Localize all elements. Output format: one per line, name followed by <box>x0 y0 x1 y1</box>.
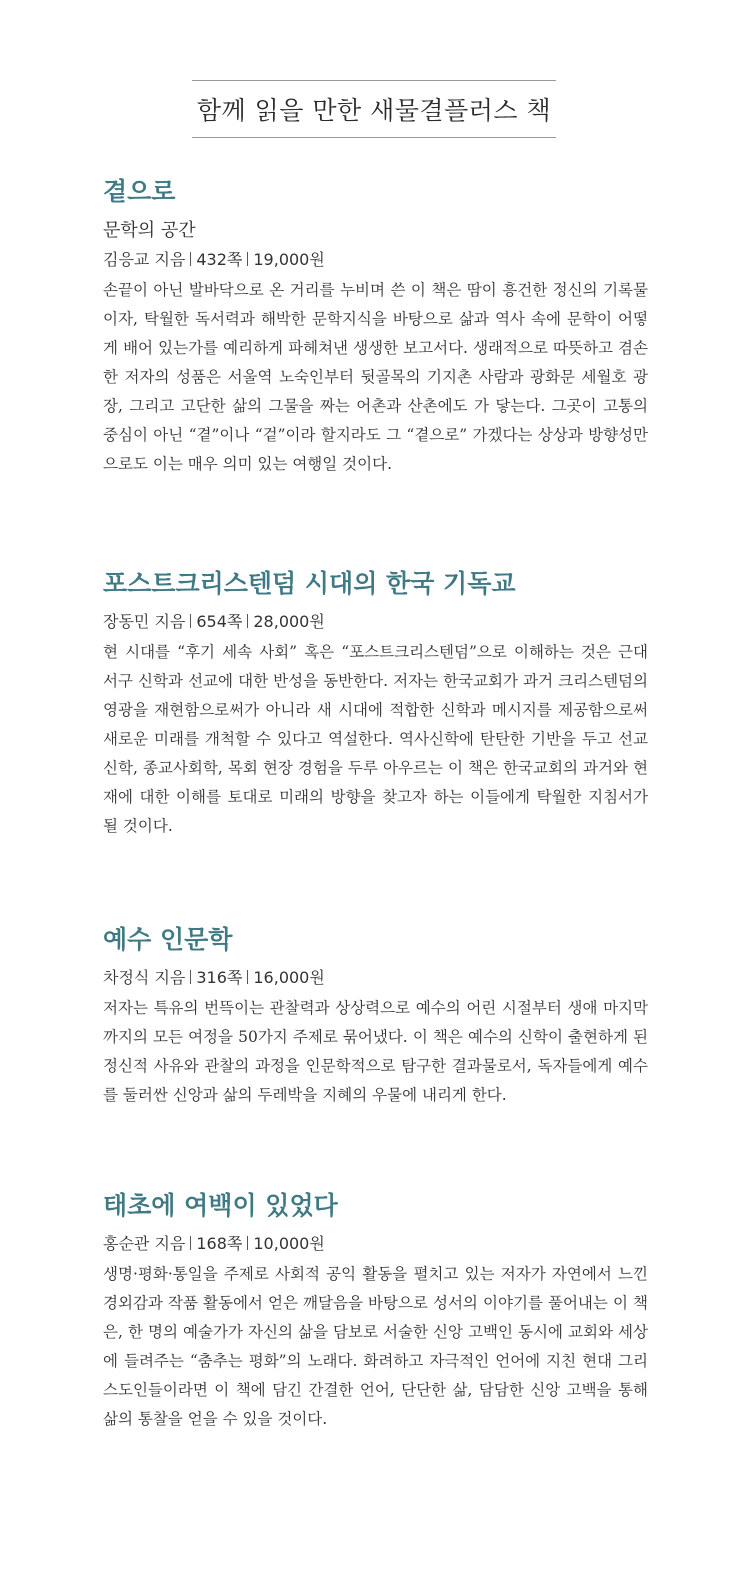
book-author: 홍순관 지음 <box>103 1234 186 1253</box>
book-description: 생명·평화·통일을 주제로 사회적 공익 활동을 펼치고 있는 저자가 자연에서 느낀 경외감과 작품 활동에서 얻은 깨달음을 바탕으로 성서의 이야기를 풀어내는 이 책은, 한 명의 예술가가 자신의 삶을 담보로 서술한 신앙 고백인 동시에 교회와 세상에 들려주는 “춤추는 평화”의 노래다. 화려하고 자극적인 언어에 지친 현대 그리스도인들이라면 이 책에 담긴 간결한 언어, 단단한 삶, 담담한 신앙 고백을 통해 삶의 통찰을 얻을 수 있을 것이다. <box>103 1265 648 1428</box>
book-meta <box>103 966 648 990</box>
book-meta <box>103 248 648 272</box>
meta-divider <box>247 614 248 628</box>
book-author: 장동민 지음 <box>103 612 186 631</box>
meta-divider <box>247 252 248 266</box>
book-description: 현 시대를 “후기 세속 사회” 혹은 “포스트크리스텐덤”으로 이해하는 것은 근대 서구 신학과 선교에 대한 반성을 동반한다. 저자는 한국교회가 과거 크리스텐덤의 영광을 재현함으로써가 아니라 새 시대에 적합한 신학과 메시지를 제공함으로써 새로운 미래를 개척할 수 있다고 역설한다. 역사신학에 탄탄한 기반을 두고 선교신학, 종교사회학, 목회 현장 경험을 두루 아우르는 이 책은 한국교회의 과거와 현재에 대한 이해를 토대로 미래의 방향을 찾고자 하는 이들에게 탁월한 지침서가 될 것이다. <box>103 643 648 835</box>
meta-divider <box>190 970 191 984</box>
book-price: 10,000원 <box>253 1234 325 1253</box>
meta-divider <box>190 1236 191 1250</box>
book-pages: 654쪽 <box>196 612 243 631</box>
meta-divider <box>190 252 191 266</box>
book-meta <box>103 1232 648 1256</box>
book-author: 차정식 지음 <box>103 968 186 987</box>
book-pages: 316쪽 <box>196 968 243 987</box>
meta-divider <box>247 970 248 984</box>
book-pages: 168쪽 <box>196 1234 243 1253</box>
book-description: 손끝이 아닌 발바닥으로 온 거리를 누비며 쓴 이 책은 땀이 흥건한 정신의 기록물이자, 탁월한 독서력과 해박한 문학지식을 바탕으로 삶과 역사 속에 문학이 어떻게 배어 있는가를 예리하게 파헤쳐낸 생생한 보고서다. 생래적으로 따뜻하고 겸손한 저자의 성품은 서울역 노숙인부터 뒷골목의 기지촌 사람과 광화문 세월호 광장, 그리고 고단한 삶의 그물을 짜는 어촌과 산촌에도 가 닿는다. 그곳이 고통의 중심이 아닌 “곁”이나 “겉”이라 할지라도 그 “곁으로” 가겠다는 상상과 방향성만으로도 이는 매우 의미 있는 여행일 것이다. <box>103 281 648 473</box>
book-description: 저자는 특유의 번뜩이는 관찰력과 상상력으로 예수의 어린 시절부터 생애 마지막까지의 모든 여정을 50가지 주제로 묶어냈다. 이 책은 예수의 신학이 출현하게 된 정신적 사유와 관찰의 과정을 인문학적으로 탐구한 결과물로서, 독자들에게 예수를 둘러싼 신앙과 삶의 두레박을 지혜의 우물에 내리게 한다. <box>103 999 648 1104</box>
book-entry <box>103 568 648 841</box>
book-title: 곁으로 <box>103 177 176 206</box>
book-entry <box>103 176 648 479</box>
book-pages: 432쪽 <box>196 250 243 269</box>
book-price: 19,000원 <box>253 250 325 269</box>
book-entry <box>103 924 648 1110</box>
book-title: 태초에 여백이 있었다 <box>103 1191 338 1220</box>
book-price: 28,000원 <box>253 612 325 631</box>
book-meta <box>103 610 648 634</box>
page-header <box>192 80 556 138</box>
page-title: 함께 읽을 만한 새물결플러스 책 <box>196 96 552 125</box>
book-price: 16,000원 <box>253 968 325 987</box>
book-subtitle: 문학의 공간 <box>103 220 196 241</box>
book-entry <box>103 1190 648 1434</box>
meta-divider <box>190 614 191 628</box>
meta-divider <box>247 1236 248 1250</box>
book-title: 포스트크리스텐덤 시대의 한국 기독교 <box>103 569 516 598</box>
book-title: 예수 인문학 <box>103 925 233 954</box>
book-author: 김응교 지음 <box>103 250 186 269</box>
